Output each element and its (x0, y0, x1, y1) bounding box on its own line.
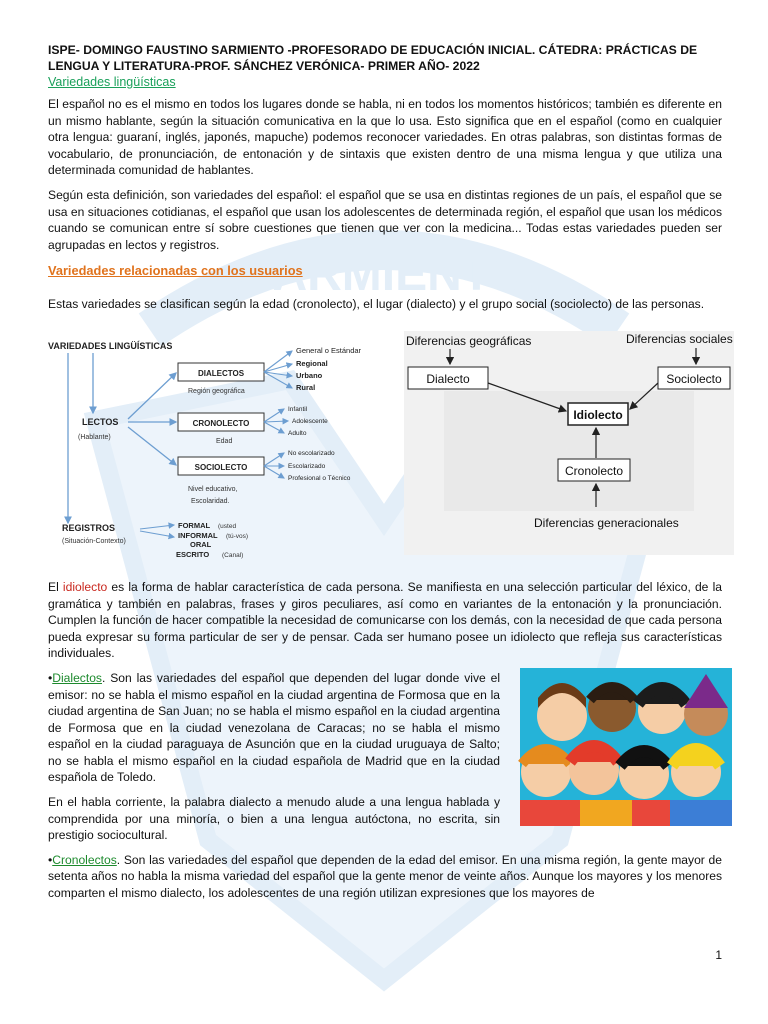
sociolecto-box: Sociolecto (666, 371, 722, 386)
lectos-label: LECTOS (82, 416, 119, 427)
paragraph-1: El español no es el mismo en todos los lugares donde se habla, ni en todos los momentos históricos; también es diferente en un mismo hablante, según la situación comunicativa en la que lo usa. Esto significa que en el español (como en cualquier otra lengua: guaraní, inglés, japonés, mapuche) podemos reconocer variedades. En otras palabras, son distintas formas de vocabulario, de pronunciación, de entonación y de sintaxis que existen dentro de una misma lengua y que utiliza una determinada comunidad de hablantes. (48, 97, 722, 178)
dialectos-text: . Son las variedades del español que dependen del lugar donde vive el emisor: no se habla el mismo español en la ciudad argentina de Formosa que en la ciudad argentina de San Juan; no se habla el mismo español en la ciudad argentina de Formosa que en la ciudad venezolana de Caracas; no se habla el mismo español en la ciudad paraguaya de Asunción que en la ciudad uruguaya de Salto; no se habla el mismo español en la ciudad española de Madrid que en la ciudad española de Toledo. (48, 670, 500, 785)
idiolecto-text: es la forma de hablar característica de cada persona. Se manifiesta en una selección particular del léxico, de la gramática y también en palabras, frases y giros peculiares, así como en variantes de la entonación y la pronunciación. Cumplen la función de hacer compatible la necesidad de comunicarse con los demás, con la necesidad de que cada persona pueda expresar su forma particular de ser y de pensar. Cada ser humano posee un idiolecto que refleja sus características individuales. (48, 579, 722, 661)
edad-label: Edad (216, 437, 233, 445)
children-illustration (520, 668, 732, 826)
dialect-item: General o Estándar (296, 345, 362, 355)
oral-label: ORAL (190, 539, 212, 549)
idiolecto-pre: El (48, 579, 63, 594)
dialect-item: Urbano (296, 370, 323, 380)
geo-label: Diferencias geográficas (406, 333, 532, 348)
socio-item: No escolarizado (288, 449, 335, 457)
idiolecto-paragraph (48, 579, 722, 662)
page-number: 1 (715, 948, 722, 962)
crono-item: Infantil (288, 405, 308, 413)
paragraph-3: Estas variedades se clasifican según la edad (cronolecto), el lugar (dialecto) y el grupo social (sociolecto) de las personas. (48, 297, 705, 312)
idiolecto-box: Idiolecto (573, 407, 623, 422)
situacion-label: (Situación-Contexto) (62, 537, 126, 545)
crono-item: Adolescente (292, 417, 328, 425)
dialectos-paragraph (48, 670, 500, 786)
subtitle: Variedades relacionadas con los usuarios (48, 263, 303, 279)
dialectos-section (48, 670, 722, 844)
formal-note: (usted (218, 522, 237, 530)
figures-row (48, 331, 733, 563)
cronolecto-box: Cronolecto (564, 463, 624, 478)
cronolectos-paragraph (48, 852, 722, 902)
social-label: Diferencias sociales (626, 331, 733, 346)
gen-label: Diferencias generacionales (534, 515, 679, 530)
informal-label: INFORMAL (178, 530, 218, 540)
escrito-label: ESCRITO (176, 549, 210, 559)
sociolecto-box: SOCIOLECTO (194, 462, 248, 472)
dialect-item: Regional (296, 358, 328, 368)
canal-label: (Canal) (222, 551, 244, 559)
paragraph-2: Según esta definición, son variedades del español: el español que se usa en distintas regiones de un país, el español que se usa en situaciones cotidianas, el español que usan los adolescentes de determinada región, el español que usan los médicos cuando se comunican entre sí sobre cuestiones que tienen que ver con la medicina... Todas estas variedades pueden ser agrupadas en lectos y registros. (48, 187, 722, 252)
dialectos-link[interactable]: Dialectos (52, 670, 102, 685)
cronolecto-box: CRONOLECTO (192, 418, 250, 428)
registros-label: REGISTROS (62, 522, 116, 533)
cronolectos-text: . Son las variedades del español que dependen de la edad del emisor. En una misma región, la gente mayor de setenta años no habla la misma variedad del español que la gente menor de veinte años. Aunque los mayores y los menores comparten el mismo dialecto, los adolescentes de una región utilizan expresiones que los mayores de (48, 852, 722, 901)
header-line-1: ISPE- DOMINGO FAUSTINO SARMIENTO -PROFESORADO DE EDUCACIÓN INICIAL. CÁTEDRA: PRÁCTICAS DE (48, 43, 698, 57)
informal-note: (tú-vos) (226, 532, 249, 540)
idiolecto-diagram (404, 331, 734, 555)
formal-label: FORMAL (178, 520, 211, 530)
idiolecto-term: idiolecto (62, 579, 108, 594)
dialecto-box: Dialecto (426, 371, 470, 386)
bullet: • (48, 852, 53, 867)
bullet: • (48, 670, 53, 685)
nivel-label-1: Nivel educativo, (188, 485, 238, 493)
varieties-diagram (48, 339, 374, 559)
diagram-title: VARIEDADES LINGÜÍSTICAS (48, 340, 173, 351)
region-label: Región geográfica (188, 387, 245, 395)
socio-item: Profesional o Técnico (288, 474, 351, 482)
socio-item: Escolarizado (288, 462, 326, 470)
section-title: Variedades lingüísticas (48, 75, 176, 89)
cronolectos-link[interactable]: Cronolectos (52, 852, 117, 867)
header-line-2: LENGUA Y LITERATURA-PROF. SÁNCHEZ VERÓNICA- PRIMER AÑO- 2022 (48, 59, 480, 73)
watermark-text: SARMIENTO (240, 248, 528, 301)
hablante-label: (Hablante) (78, 433, 111, 441)
crono-item: Adulto (288, 429, 307, 437)
dialectos-text-column (48, 670, 500, 844)
dialectos-box: DIALECTOS (197, 368, 245, 378)
content (48, 42, 733, 910)
habla-paragraph: En el habla corriente, la palabra dialecto a menudo alude a una lengua hablada y comprendida por una minoría, o bien a una lengua autóctona, no escrita, sin prestigio sociocultural. (48, 795, 500, 843)
nivel-label-2: Escolaridad. (191, 497, 230, 505)
dialect-item: Rural (296, 382, 316, 392)
